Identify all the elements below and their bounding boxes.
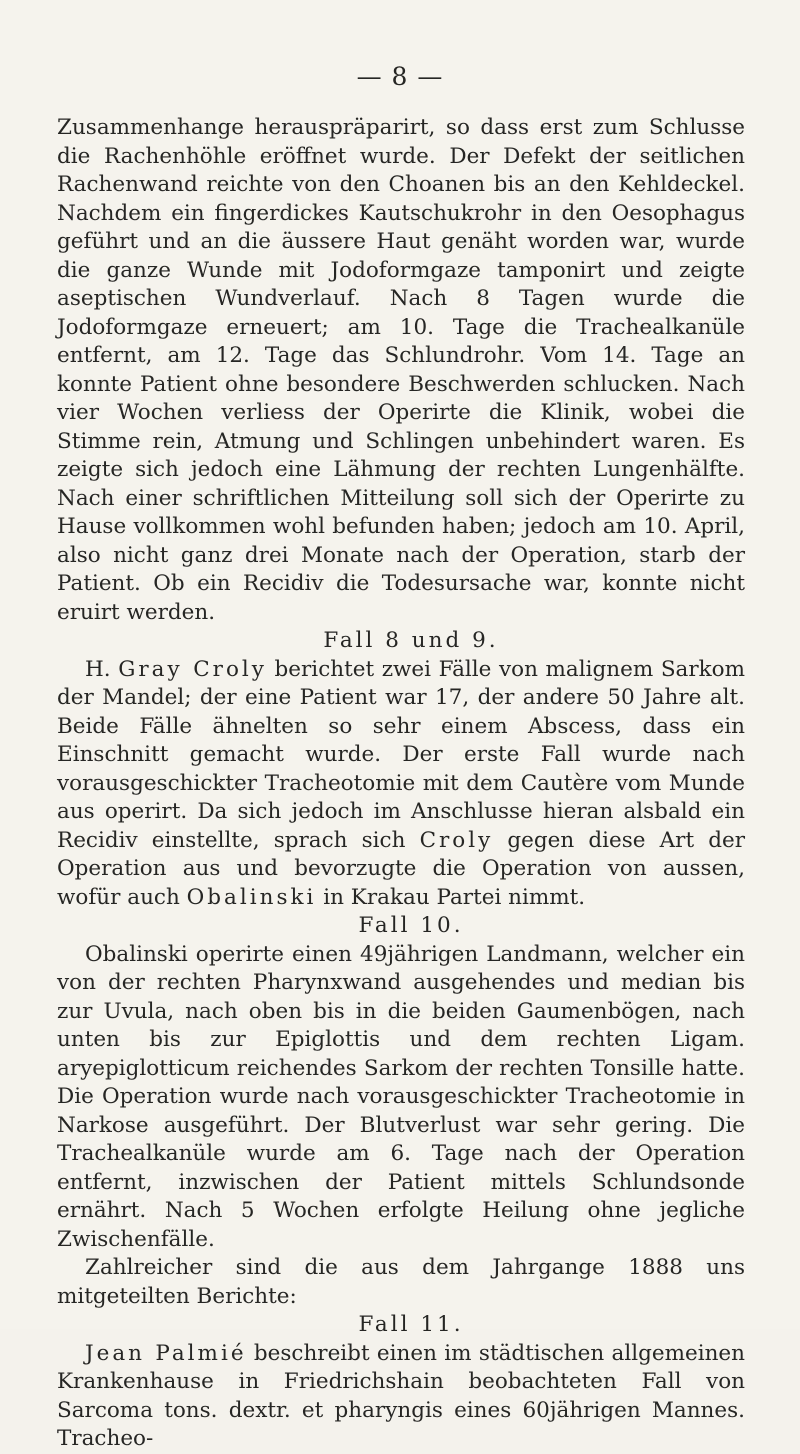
author-name-gray-croly: Gray Croly — [118, 656, 267, 682]
case-heading-11: Fall 11. — [358, 1312, 464, 1337]
paragraph-case-11 — [57, 1340, 745, 1454]
text-run: berichtet zwei Fälle von malignem Sarkom der Mandel; der eine Patient war 17, der andere 50 Jahre alt. Beide Fälle ähnelten so sehr einem Abscess, dass ein Einschnitt gemacht wurde. Der erste Fall wurde nach vorausgeschickter Tracheotomie mit dem Cautère vom Munde aus operirt. Da sich jedoch im Anschlusse hieran alsbald ein Recidiv einstellte, sprach sich — [57, 656, 746, 853]
paragraph-continuation: Zusammenhange herauspräparirt, so dass erst zum Schlusse die Rachenhöhle eröffnet wurde. Der Defekt der seitlichen Rachenwand reichte von den Choanen bis an den Kehldeckel. Nachdem ein fingerdickes Kautschukrohr in den Oesophagus geführt und an die äussere Haut genäht worden war, wurde die ganze Wunde mit Jodoformgaze tamponirt und zeigte aseptischen Wundverlauf. Nach 8 Tagen wurde die Jodoformgaze erneuert; am 10. Tage die Trachealkanüle entfernt, am 12. Tage das Schlundrohr. Vom 14. Tage an konnte Patient ohne besondere Beschwerden schlucken. Nach vier Wochen verliess der Operirte die Klinik, wobei die Stimme rein, Atmung und Schlingen unbehindert waren. Es zeigte sich jedoch eine Lähmung der rechten Lungenhälfte. Nach einer schriftlichen Mitteilung soll sich der Operirte zu Hause vollkommen wohl befunden haben; jedoch am 10. April, also nicht ganz drei Monate nach der Operation, starb der Patient. Ob ein Recidiv die Todesursache war, konnte nicht eruirt werden. — [57, 115, 745, 625]
text-run: H. — [85, 656, 119, 682]
text-run: gegen diese Art der Operation aus und bevorzugte die Operation von aussen, wofür auch — [57, 827, 745, 910]
paragraph-case-10: Obalinski operirte einen 49jährigen Landmann, welcher ein von der rechten Pharynxwand ausgehendes und median bis zur Uvula, nach oben bis in die beiden Gaumenbögen, nach unten bis zur Epiglottis und dem rechten Ligam. aryepiglotticum reichendes Sarkom der rechten Tonsille hatte. Die Operation wurde nach vorausgeschickter Tracheotomie in Narkose ausgeführt. Der Blutverlust war sehr gering. Die Trachealkanüle wurde am 6. Tage nach der Operation entfernt, inzwischen der Patient mittels Schlundsonde ernährt. Nach 5 Wochen erfolgte Heilung ohne jegliche Zwischenfälle. — [57, 941, 745, 1252]
text-run: in Krakau Partei nimmt. — [316, 884, 586, 910]
paragraph-case-8-9 — [57, 656, 745, 913]
text-body — [57, 114, 745, 1454]
author-name-jean-palmie: Jean Palmié — [85, 1340, 247, 1366]
page-number: — 8 — — [356, 62, 444, 91]
case-heading-8-9: Fall 8 und 9. — [323, 628, 499, 653]
author-name-croly: Croly — [419, 827, 494, 853]
paragraph-reports-1888: Zahlreicher sind die aus dem Jahrgange 1888 uns mitgeteilten Berichte: — [57, 1255, 745, 1309]
text-run: beschreibt einen im städtischen allgemeinen Krankenhause in Friedrichshain beobachteten Fall von Sarcoma tons. dextr. et pharyngis eines 60jährigen Mannes. Tracheo- — [57, 1340, 745, 1451]
case-heading-10: Fall 10. — [358, 913, 464, 938]
author-name-obalinski: Obalinski — [186, 884, 317, 910]
